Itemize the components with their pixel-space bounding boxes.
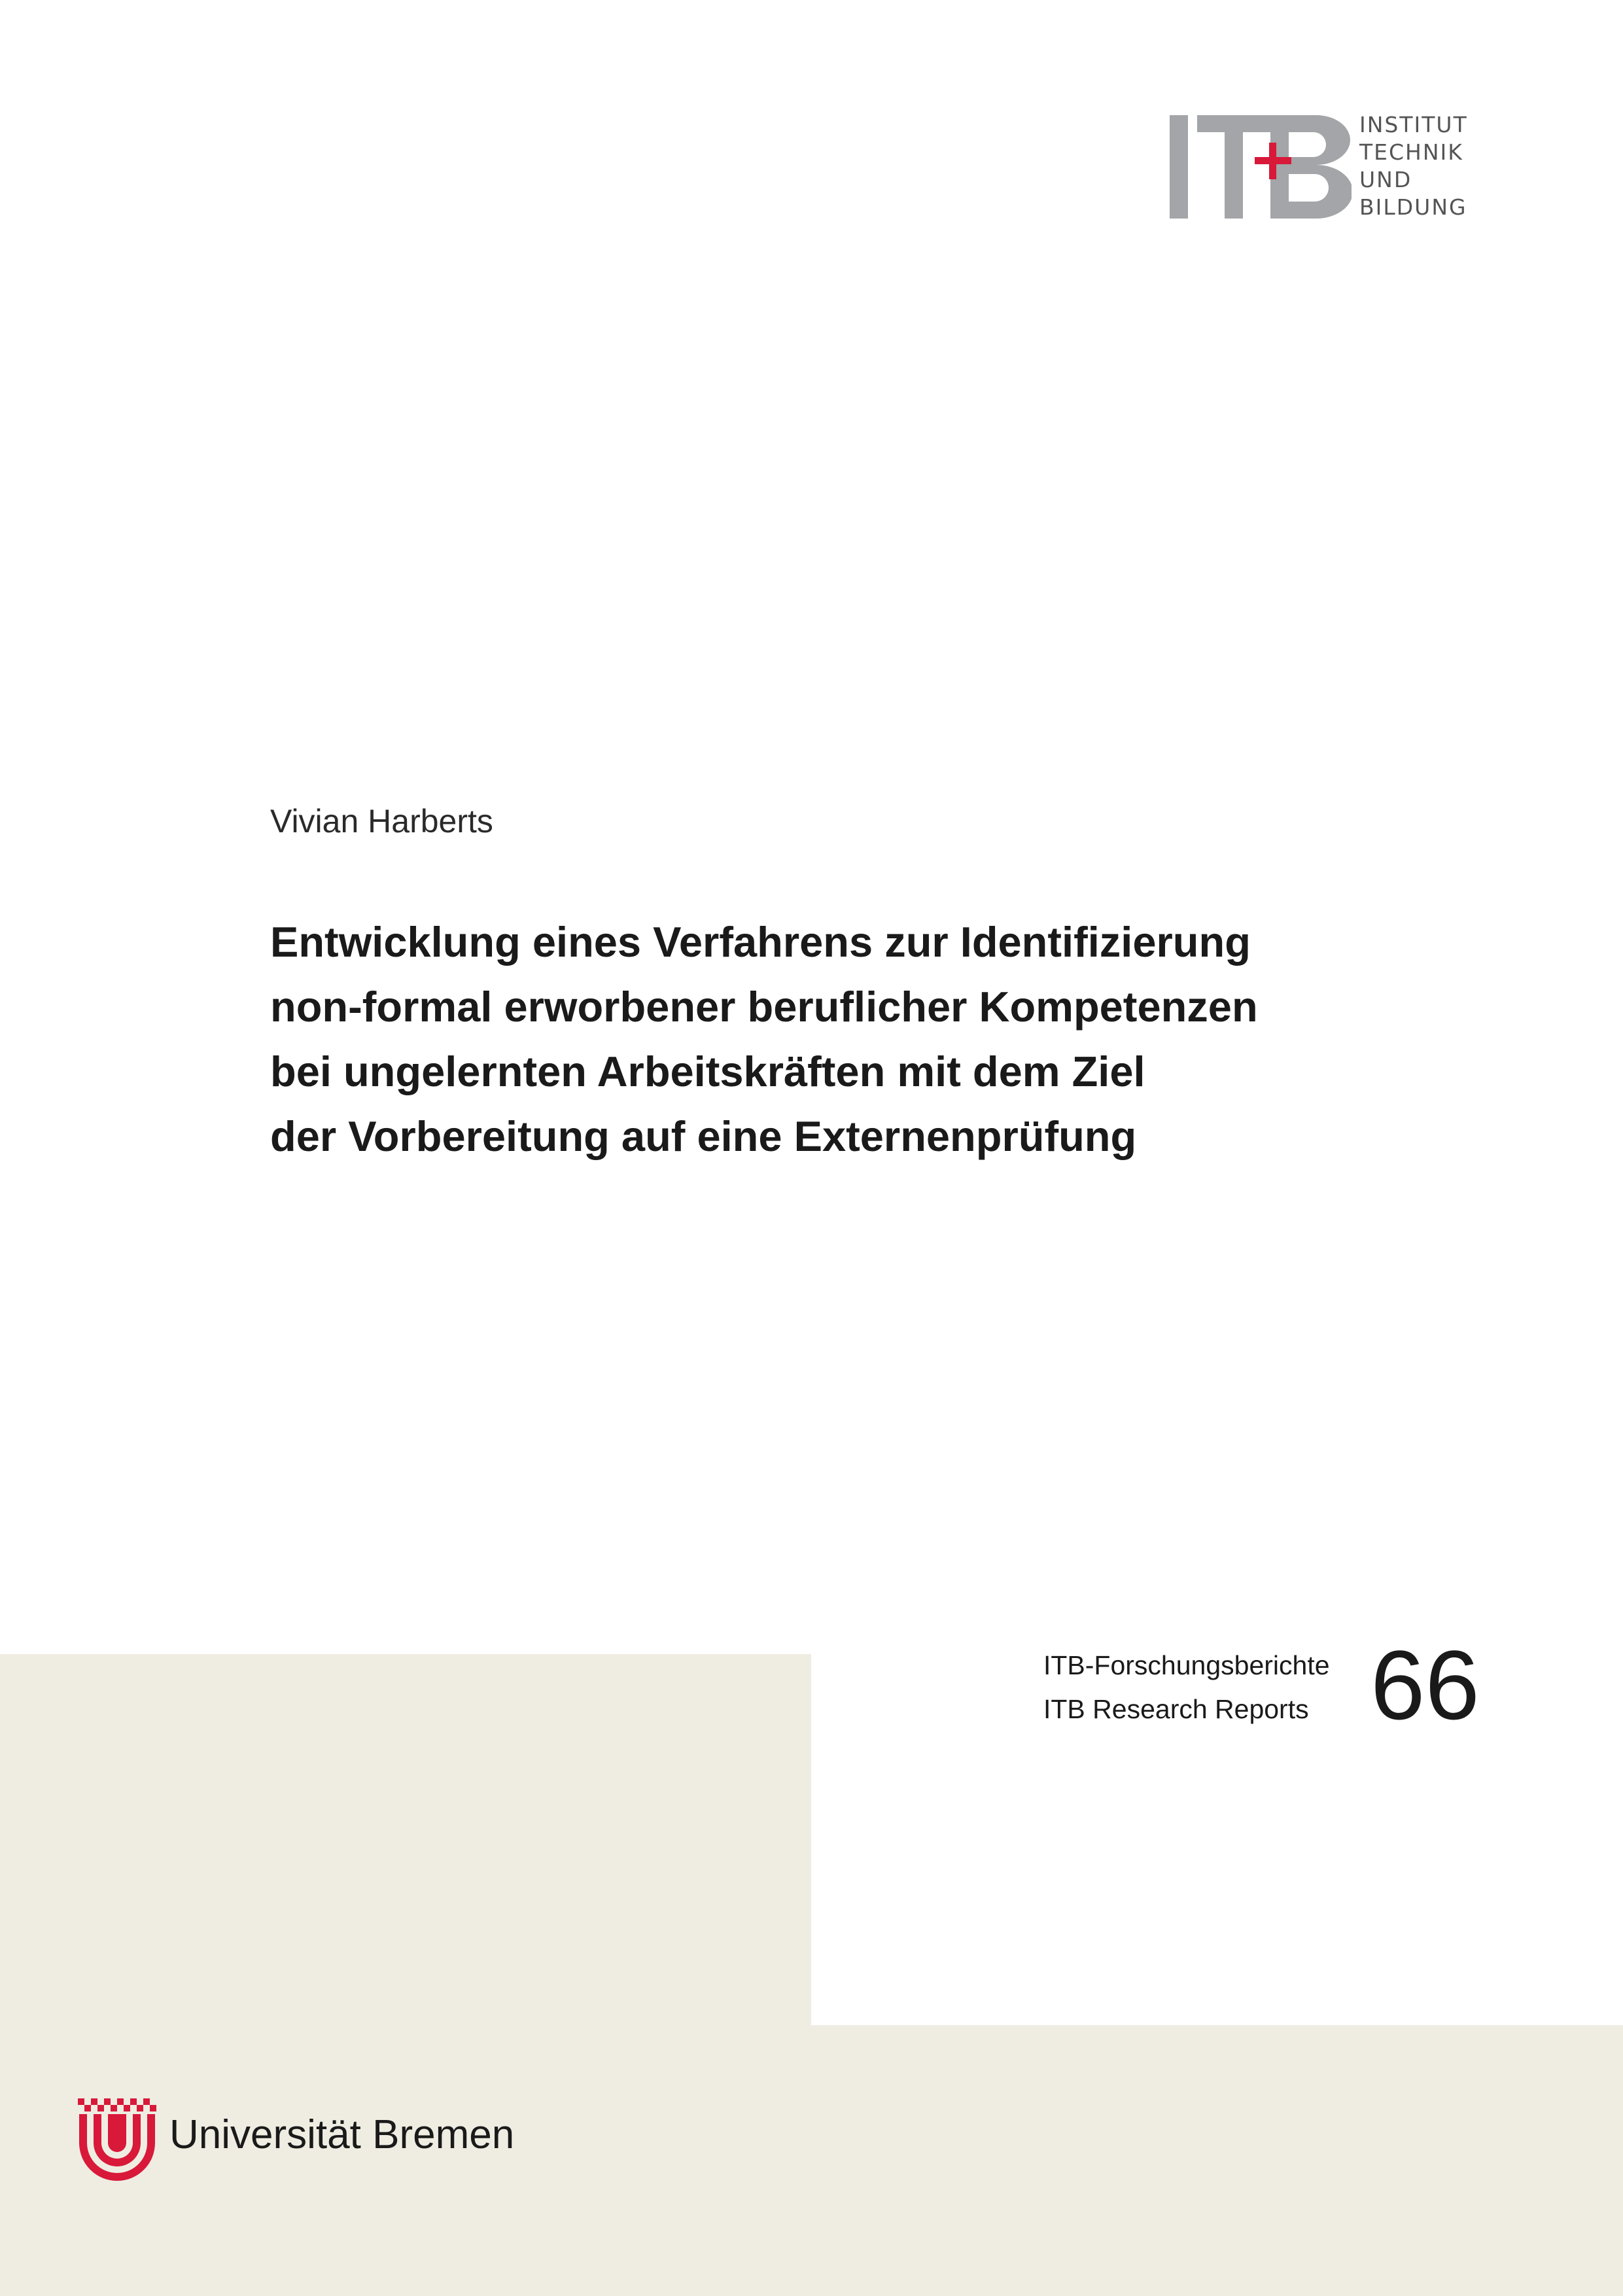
series-name-en: ITB Research Reports (1043, 1694, 1309, 1724)
title-line: bei ungelernten Arbeitskräften mit dem Ziel (270, 1048, 1145, 1095)
itb-logo-line: INSTITUT (1359, 112, 1468, 137)
title-line: Entwicklung eines Verfahrens zur Identifizierung (270, 918, 1251, 966)
university-logo (77, 2097, 548, 2182)
university-emblem-icon (77, 2097, 162, 2182)
series-name-de: ITB-Forschungsberichte (1043, 1650, 1330, 1680)
itb-logo-line: BILDUNG (1359, 194, 1467, 220)
itb-logo (1168, 111, 1469, 222)
itb-logo-line: TECHNIK (1359, 139, 1463, 165)
university-name: Universität Bremen (169, 2112, 515, 2157)
author-name: Vivian Harberts (270, 803, 493, 839)
series-number: 66 (1370, 1630, 1480, 1740)
itb-logo-line: UND (1359, 167, 1412, 192)
title-line: der Vorbereitung auf eine Externenprüfung (270, 1112, 1137, 1160)
series-name (1043, 1644, 1330, 1731)
document-title (270, 910, 1382, 1169)
beige-band-left (0, 1654, 811, 2027)
title-line: non-formal erworbener beruflicher Kompetenzen (270, 983, 1258, 1031)
itb-logo-mark (1168, 111, 1352, 222)
itb-logo-text (1359, 111, 1468, 221)
